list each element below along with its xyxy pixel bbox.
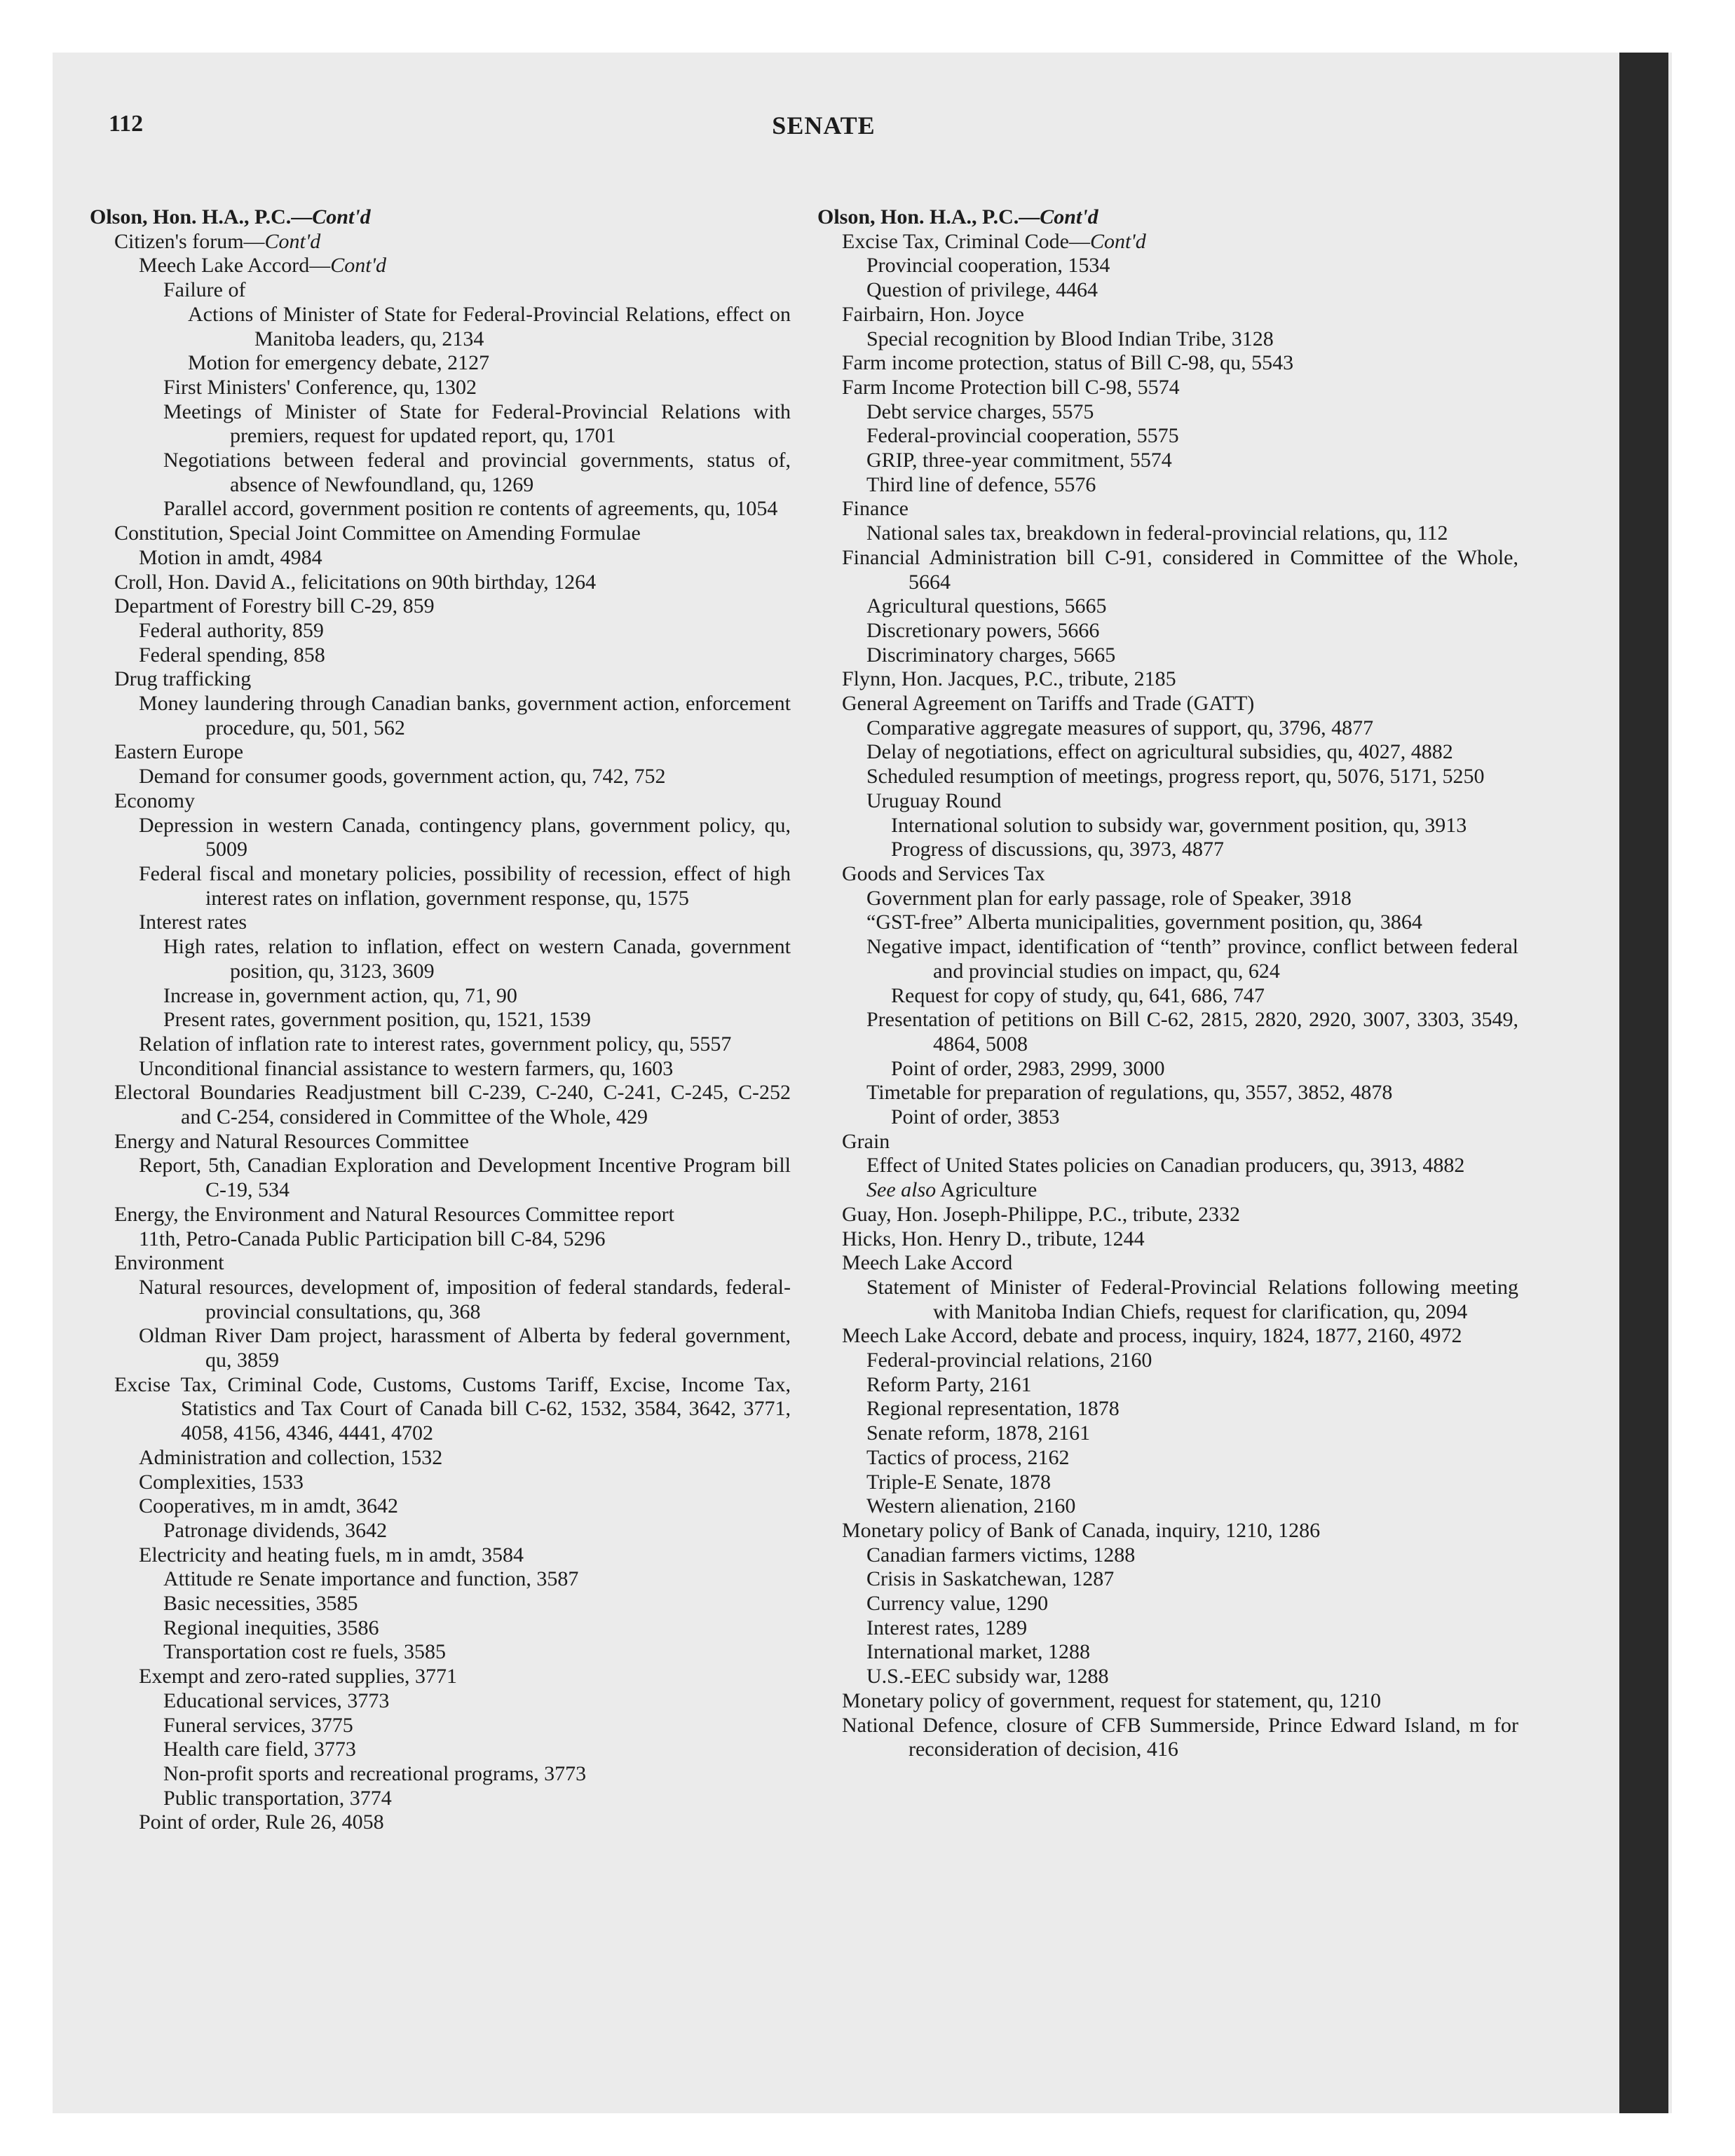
entry-text: Meech Lake Accord, debate and process, inquiry, 1824, 1877, 2160, 4972 (842, 1324, 1462, 1348)
entry-text: Question of privilege, 4464 (866, 278, 1098, 302)
entry-text: Meech Lake Accord (842, 1251, 1013, 1275)
entry-text: Parallel accord, government position re contents of agreements, qu, 1054 (163, 497, 778, 521)
index-entry (90, 1567, 791, 1592)
entry-text: Financial Administration bill C-91, considered in Committee of the Whole, 5664 (842, 545, 1518, 594)
entry-text: Citizen's forum— (114, 229, 265, 253)
index-entry (817, 1592, 1518, 1616)
index-entry (90, 1810, 791, 1835)
index-entry (817, 1373, 1518, 1398)
entry-text: Debt service charges, 5575 (866, 400, 1094, 423)
entry-text: Transportation cost re fuels, 3585 (163, 1640, 447, 1664)
index-entry (817, 643, 1518, 668)
entry-text: Interest rates, 1289 (866, 1616, 1028, 1639)
index-entry (817, 278, 1518, 303)
index-entry (817, 449, 1518, 473)
index-entry (90, 594, 791, 619)
right-index-column (817, 205, 1518, 1762)
index-entry (817, 1471, 1518, 1495)
entry-text: National sales tax, breakdown in federal-provincial relations, qu, 112 (866, 521, 1448, 545)
entry-text: Report, 5th, Canadian Exploration and Development Incentive Program bill C-19, 534 (139, 1154, 791, 1202)
entry-text: Administration and collection, 1532 (139, 1445, 443, 1469)
entry-text: Unconditional financial assistance to western farmers, qu, 1603 (139, 1056, 674, 1080)
index-entry (817, 1494, 1518, 1519)
index-entry (90, 1762, 791, 1787)
index-entry (90, 1251, 791, 1276)
entry-continued-label: Cont'd (312, 205, 371, 228)
index-entry (817, 765, 1518, 789)
index-entry (90, 814, 791, 862)
index-entry (817, 838, 1518, 862)
entry-text: Federal authority, 859 (139, 618, 324, 642)
index-entry (90, 449, 791, 497)
entry-text: U.S.-EEC subsidy war, 1288 (866, 1665, 1109, 1688)
entry-text: Natural resources, development of, imposition of federal standards, federal-provincial consultations, qu, 368 (139, 1275, 791, 1323)
index-entry (817, 1397, 1518, 1421)
index-entry (817, 910, 1518, 935)
index-entry (817, 740, 1518, 765)
entry-text: Educational services, 3773 (163, 1688, 390, 1712)
entry-text: Electricity and heating fuels, m in amdt, 3584 (139, 1543, 524, 1567)
entry-text: Drug trafficking (114, 667, 252, 691)
entry-text: Discretionary powers, 5666 (866, 618, 1100, 642)
entry-text: Western alienation, 2160 (866, 1494, 1076, 1518)
entry-text: High rates, relation to inflation, effect on western Canada, government position, qu, 3123, 3609 (163, 935, 791, 983)
index-entry (817, 473, 1518, 498)
index-entry (90, 1032, 791, 1057)
index-entry (817, 1421, 1518, 1446)
entry-text: Environment (114, 1251, 224, 1275)
entry-text: Canadian farmers victims, 1288 (866, 1543, 1136, 1567)
index-entry (817, 1130, 1518, 1154)
index-entry (90, 789, 791, 814)
scan-edge-strip (1619, 53, 1668, 2113)
index-entry (817, 594, 1518, 619)
entry-text: Excise Tax, Criminal Code— (842, 229, 1090, 253)
entry-text: International solution to subsidy war, government position, qu, 3913 (891, 813, 1467, 837)
index-entry (817, 1057, 1518, 1082)
entry-text: Department of Forestry bill C-29, 859 (114, 594, 435, 618)
index-entry (90, 1689, 791, 1714)
index-entry (90, 984, 791, 1009)
entry-text: Farm Income Protection bill C-98, 5574 (842, 375, 1180, 399)
index-entry (817, 716, 1518, 741)
entry-text: Discriminatory charges, 5665 (866, 643, 1116, 667)
entry-text: Federal spending, 858 (139, 643, 325, 667)
index-entry (817, 1178, 1518, 1203)
entry-text: Present rates, government position, qu, 1521, 1539 (163, 1008, 591, 1032)
index-entry (90, 1738, 791, 1762)
index-entry (90, 1787, 791, 1811)
running-head: SENATE (772, 111, 876, 139)
index-entry (90, 910, 791, 935)
entry-text: Federal fiscal and monetary policies, possibility of recession, effect of high interest rates on inflation, government response, qu, 1575 (139, 861, 791, 910)
entry-text: Motion for emergency debate, 2127 (188, 351, 490, 375)
index-entry (90, 643, 791, 668)
entry-text: Depression in western Canada, contingency plans, government policy, qu, 5009 (139, 813, 791, 861)
index-entry (817, 254, 1518, 278)
entry-text: Fairbairn, Hon. Joyce (842, 302, 1024, 326)
index-entry (90, 1203, 791, 1227)
index-entry (817, 1251, 1518, 1276)
index-entry (90, 1373, 791, 1446)
entry-text: Tactics of process, 2162 (866, 1445, 1070, 1469)
entry-text: GRIP, three-year commitment, 5574 (866, 449, 1172, 472)
index-entry (817, 667, 1518, 692)
entry-text: Triple-E Senate, 1878 (866, 1470, 1052, 1494)
index-entry (90, 1519, 791, 1543)
entry-text: Grain (842, 1129, 890, 1153)
entry-text: Farm income protection, status of Bill C-98, qu, 5543 (842, 351, 1294, 375)
entry-text: Point of order, 2983, 2999, 3000 (891, 1056, 1165, 1080)
entry-text: Point of order, 3853 (891, 1105, 1060, 1129)
entry-text: Monetary policy of Bank of Canada, inquiry, 1210, 1286 (842, 1518, 1321, 1542)
index-entry (817, 1689, 1518, 1714)
entry-text: Constitution, Special Joint Committee on Amending Formulae (114, 521, 641, 545)
index-entry (90, 571, 791, 595)
index-entry (90, 1543, 791, 1568)
entry-text: Funeral services, 3775 (163, 1713, 353, 1737)
entry-continued-label: Cont'd (264, 229, 321, 253)
entry-text: Provincial cooperation, 1534 (866, 254, 1110, 278)
entry-text: Request for copy of study, qu, 641, 686, 747 (891, 983, 1265, 1007)
entry-text: Oldman River Dam project, harassment of Alberta by federal government, qu, 3859 (139, 1324, 791, 1372)
index-entry (90, 1130, 791, 1154)
index-entry (817, 1665, 1518, 1689)
entry-text: Relation of inflation rate to interest rates, government policy, qu, 5557 (139, 1032, 732, 1056)
entry-cross-reference: See also (866, 1178, 937, 1202)
entry-text: Delay of negotiations, effect on agricultural subsidies, qu, 4027, 4882 (866, 740, 1453, 764)
index-entry (817, 887, 1518, 911)
index-entry (817, 546, 1518, 594)
index-entry (90, 740, 791, 765)
entry-text: Health care field, 3773 (163, 1738, 356, 1761)
entry-text: Point of order, Rule 26, 4058 (139, 1810, 384, 1834)
index-entry (90, 619, 791, 643)
entry-text: Excise Tax, Criminal Code, Customs, Customs Tariff, Excise, Income Tax, Statistics and Tax Court of Canada bill C-62, 1532, 3584, 3642, 3771, 4058, 4156, 4346, 4441, 4702 (114, 1372, 791, 1445)
index-entry (817, 303, 1518, 327)
index-entry (90, 1446, 791, 1471)
entry-text: Motion in amdt, 4984 (139, 545, 322, 569)
entry-text: Federal-provincial relations, 2160 (866, 1349, 1152, 1372)
entry-text: Regional representation, 1878 (866, 1397, 1120, 1421)
entry-text: Special recognition by Blood Indian Tribe, 3128 (866, 327, 1274, 350)
entry-text: Crisis in Saskatchewan, 1287 (866, 1567, 1115, 1591)
entry-text: Meetings of Minister of State for Federal-Provincial Relations with premiers, request for updated report, qu, 1701 (163, 400, 791, 448)
entry-text: Failure of (163, 278, 246, 302)
index-entry (817, 1203, 1518, 1227)
index-entry (90, 1057, 791, 1082)
index-entry (817, 1349, 1518, 1373)
entry-text: Agriculture (936, 1178, 1037, 1202)
index-entry (817, 1640, 1518, 1665)
entry-text: Uruguay Round (866, 789, 1002, 812)
index-entry (90, 230, 791, 254)
entry-text: Olson, Hon. H.A., P.C.— (90, 205, 313, 228)
index-entry (90, 1592, 791, 1616)
index-entry (90, 521, 791, 546)
index-entry (90, 1471, 791, 1495)
entry-text: Presentation of petitions on Bill C-62, 2815, 2820, 2920, 3007, 3303, 3549, 4864, 5008 (866, 1008, 1518, 1056)
entry-text: General Agreement on Tariffs and Trade (GATT) (842, 692, 1255, 716)
entry-text: Demand for consumer goods, government action, qu, 742, 752 (139, 765, 666, 789)
index-heading (90, 205, 791, 230)
index-entry (90, 935, 791, 983)
index-entry (817, 521, 1518, 546)
entry-text: Statement of Minister of Federal-Provincial Relations following meeting with Manitoba Indian Chiefs, request for clarification, qu, 2094 (866, 1275, 1518, 1323)
entry-text: Hicks, Hon. Henry D., tribute, 1244 (842, 1227, 1145, 1250)
entry-text: Patronage dividends, 3642 (163, 1518, 388, 1542)
page-number: 112 (109, 111, 144, 137)
index-entry (90, 376, 791, 400)
entry-text: Public transportation, 3774 (163, 1786, 392, 1810)
entry-text: National Defence, closure of CFB Summerside, Prince Edward Island, m for reconsideration of decision, 416 (842, 1713, 1518, 1761)
index-entry (90, 765, 791, 789)
index-heading (817, 205, 1518, 230)
index-entry (90, 1008, 791, 1032)
index-entry (90, 1081, 791, 1129)
index-entry (817, 1105, 1518, 1130)
index-entry (90, 1714, 791, 1738)
entry-text: 11th, Petro-Canada Public Participation bill C-84, 5296 (139, 1227, 606, 1250)
index-entry (817, 1519, 1518, 1543)
entry-text: Government plan for early passage, role of Speaker, 3918 (866, 886, 1352, 910)
index-entry (90, 1227, 791, 1252)
entry-text: Guay, Hon. Joseph-Philippe, P.C., tribute, 2332 (842, 1202, 1241, 1226)
index-entry (817, 984, 1518, 1009)
entry-text: Goods and Services Tax (842, 861, 1045, 885)
entry-text: Timetable for preparation of regulations, qu, 3557, 3852, 4878 (866, 1081, 1393, 1105)
entry-text: Flynn, Hon. Jacques, P.C., tribute, 2185 (842, 667, 1176, 691)
entry-text: Senate reform, 1878, 2161 (866, 1421, 1091, 1445)
index-entry (817, 1543, 1518, 1568)
index-entry (90, 1154, 791, 1202)
entry-text: Negative impact, identification of “tenth” province, conflict between federal and provincial studies on impact, qu, 624 (866, 935, 1518, 983)
entry-text: Third line of defence, 5576 (866, 472, 1096, 496)
index-entry (817, 1081, 1518, 1105)
index-entry (90, 862, 791, 910)
index-entry (817, 789, 1518, 814)
index-entry (817, 230, 1518, 254)
index-entry (817, 351, 1518, 376)
index-entry (817, 935, 1518, 983)
entry-text: Interest rates (139, 910, 247, 934)
index-entry (817, 424, 1518, 449)
index-entry (817, 1276, 1518, 1324)
entry-text: Economy (114, 789, 195, 812)
index-entry (817, 1227, 1518, 1252)
entry-text: Meech Lake Accord— (139, 254, 331, 278)
entry-text: First Ministers' Conference, qu, 1302 (163, 375, 477, 399)
index-entry (90, 254, 791, 278)
index-entry (90, 278, 791, 303)
entry-text: Energy, the Environment and Natural Resources Committee report (114, 1202, 674, 1226)
entry-text: Electoral Boundaries Readjustment bill C-239, C-240, C-241, C-245, C-252 and C-254, considered in Committee of the Whole, 429 (114, 1081, 791, 1129)
index-entry (817, 1154, 1518, 1178)
entry-text: Croll, Hon. David A., felicitations on 90th birthday, 1264 (114, 570, 597, 594)
entry-continued-label: Cont'd (1040, 205, 1098, 228)
index-entry (90, 400, 791, 449)
index-entry (817, 1324, 1518, 1349)
entry-text: Cooperatives, m in amdt, 3642 (139, 1494, 398, 1518)
entry-text: Reform Party, 2161 (866, 1372, 1032, 1396)
entry-text: Complexities, 1533 (139, 1470, 304, 1494)
entry-continued-label: Cont'd (330, 254, 386, 278)
index-entry (90, 667, 791, 692)
index-entry (817, 497, 1518, 521)
index-entry (90, 497, 791, 521)
index-entry (90, 1616, 791, 1641)
index-entry (90, 1665, 791, 1689)
index-entry (817, 814, 1518, 838)
entry-text: Effect of United States policies on Canadian producers, qu, 3913, 4882 (866, 1154, 1465, 1178)
index-entry (90, 351, 791, 376)
index-entry (90, 692, 791, 740)
entry-text: Comparative aggregate measures of support, qu, 3796, 4877 (866, 716, 1374, 739)
index-entry (90, 1276, 791, 1324)
index-entry (817, 400, 1518, 425)
index-entry (817, 1446, 1518, 1471)
entry-text: Exempt and zero-rated supplies, 3771 (139, 1665, 458, 1688)
entry-text: Monetary policy of government, request for statement, qu, 1210 (842, 1688, 1381, 1712)
index-entry (817, 862, 1518, 887)
entry-text: Scheduled resumption of meetings, progress report, qu, 5076, 5171, 5250 (866, 765, 1485, 789)
entry-text: International market, 1288 (866, 1640, 1091, 1664)
entry-text: “GST-free” Alberta municipalities, government position, qu, 3864 (866, 910, 1422, 934)
index-entry (817, 1714, 1518, 1762)
entry-text: Attitude re Senate importance and function, 3587 (163, 1567, 579, 1591)
index-entry (817, 619, 1518, 643)
index-entry (90, 1640, 791, 1665)
entry-text: Progress of discussions, qu, 3973, 4877 (891, 838, 1225, 861)
index-entry (90, 546, 791, 571)
index-entry (90, 1324, 791, 1372)
entry-text: Federal-provincial cooperation, 5575 (866, 424, 1179, 448)
entry-text: Money laundering through Canadian banks, government action, enforcement procedure, qu, 501, 562 (139, 692, 791, 739)
entry-text: Increase in, government action, qu, 71, 90 (163, 983, 517, 1007)
index-entry (817, 376, 1518, 400)
entry-text: Non-profit sports and recreational programs, 3773 (163, 1762, 587, 1785)
index-entry (90, 303, 791, 351)
index-entry (817, 1567, 1518, 1592)
entry-text: Olson, Hon. H.A., P.C.— (817, 205, 1040, 228)
index-entry (817, 1008, 1518, 1056)
index-entry (90, 1494, 791, 1519)
entry-text: Energy and Natural Resources Committee (114, 1129, 469, 1153)
entry-text: Currency value, 1290 (866, 1592, 1049, 1616)
entry-text: Negotiations between federal and provincial governments, status of, absence of Newfoundland, qu, 1269 (163, 449, 791, 496)
entry-text: Finance (842, 497, 909, 521)
entry-continued-label: Cont'd (1089, 229, 1146, 253)
entry-text: Eastern Europe (114, 740, 244, 764)
entry-text: Agricultural questions, 5665 (866, 594, 1107, 618)
entry-text: Basic necessities, 3585 (163, 1592, 358, 1616)
entry-text: Actions of Minister of State for Federal-Provincial Relations, effect on Manitoba leaders, qu, 2134 (188, 302, 791, 350)
entry-text: Regional inequities, 3586 (163, 1616, 379, 1639)
left-index-column (90, 205, 791, 1835)
index-entry (817, 327, 1518, 352)
index-entry (817, 692, 1518, 716)
index-entry (817, 1616, 1518, 1641)
